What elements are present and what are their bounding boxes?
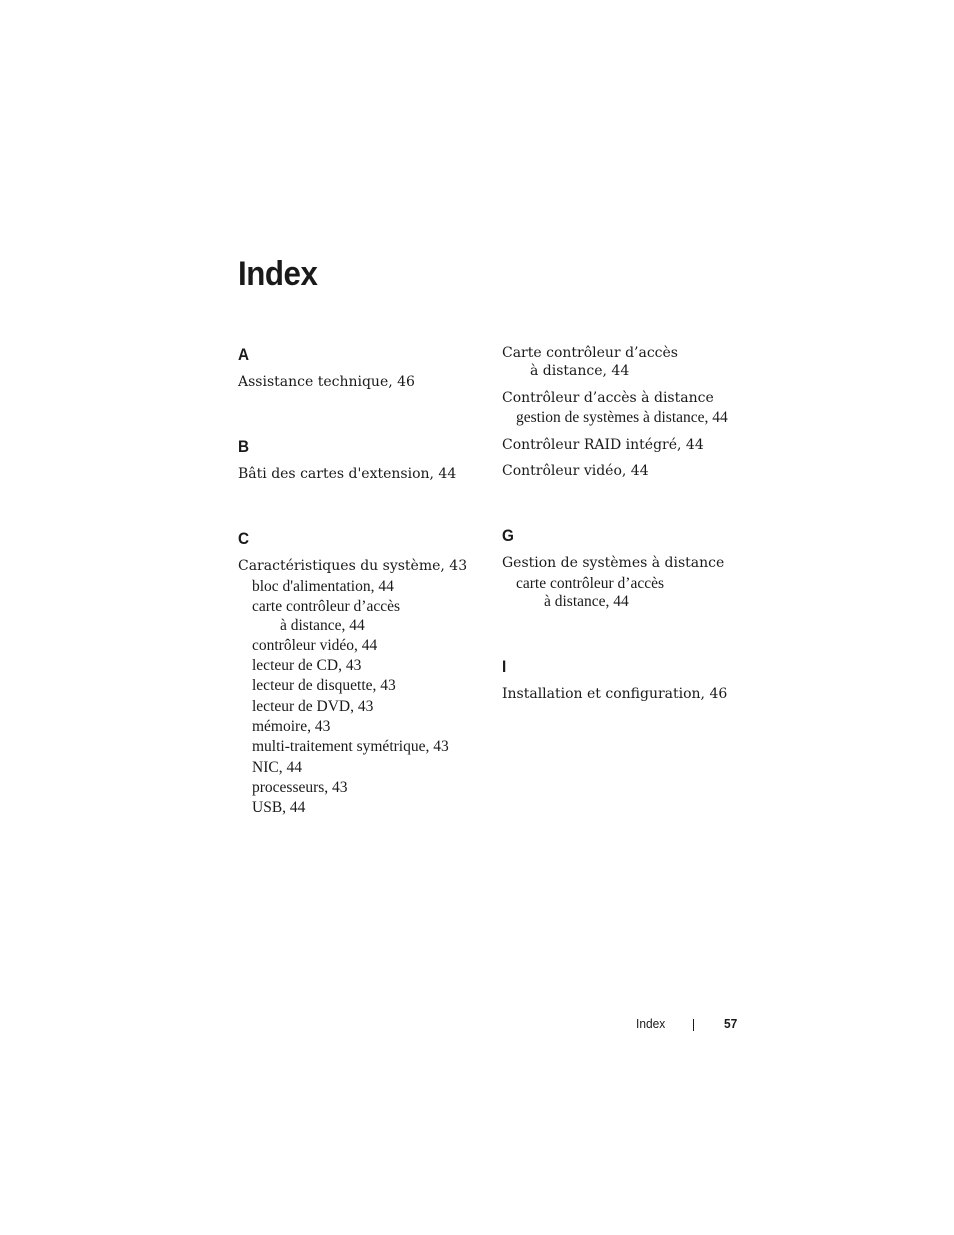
section-letter-a: A — [238, 345, 250, 364]
index-subentry: processeurs, 43 — [252, 779, 348, 796]
index-subentry: bloc d'alimentation, 44 — [252, 578, 394, 595]
index-entry: Contrôleur vidéo, 44 — [502, 463, 649, 479]
index-entry: Gestion de systèmes à distance — [502, 555, 725, 571]
section-letter-c: C — [238, 529, 250, 548]
index-entry: Caractéristiques du système, 43 — [238, 558, 468, 574]
section-letter-b: B — [238, 437, 250, 456]
section-letter-i: I — [502, 657, 507, 676]
index-entry: Bâti des cartes d'extension, 44 — [238, 466, 457, 482]
index-entry: Carte contrôleur d’accès — [502, 345, 678, 361]
index-subentry: contrôleur vidéo, 44 — [252, 637, 378, 654]
index-entry: Assistance technique, 46 — [238, 374, 415, 390]
footer-section-label: Index — [636, 1016, 666, 1031]
index-subentry: NIC, 44 — [252, 759, 302, 776]
index-subentry: multi-traitement symétrique, 43 — [252, 738, 449, 755]
index-subentry-continuation: à distance, 44 — [544, 593, 629, 610]
index-subentry: lecteur de disquette, 43 — [252, 677, 396, 694]
index-subentry: lecteur de DVD, 43 — [252, 698, 374, 715]
footer-separator — [693, 1019, 694, 1031]
index-entry: Installation et configuration, 46 — [502, 686, 728, 702]
index-entry: Contrôleur d’accès à distance — [502, 390, 714, 406]
index-subentry: carte contrôleur d’accès — [252, 598, 401, 615]
index-subentry: USB, 44 — [252, 799, 306, 816]
section-letter-g: G — [502, 526, 514, 545]
index-entry: Contrôleur RAID intégré, 44 — [502, 437, 704, 453]
page-number: 57 — [724, 1016, 738, 1031]
index-entry-continuation: à distance, 44 — [530, 363, 630, 379]
index-subentry: gestion de systèmes à distance, 44 — [516, 409, 728, 426]
index-subentry: lecteur de CD, 43 — [252, 657, 362, 674]
index-subentry: mémoire, 43 — [252, 718, 331, 735]
page-title: Index — [238, 255, 318, 293]
index-subentry-continuation: à distance, 44 — [280, 617, 365, 634]
index-subentry: carte contrôleur d’accès — [516, 575, 665, 592]
